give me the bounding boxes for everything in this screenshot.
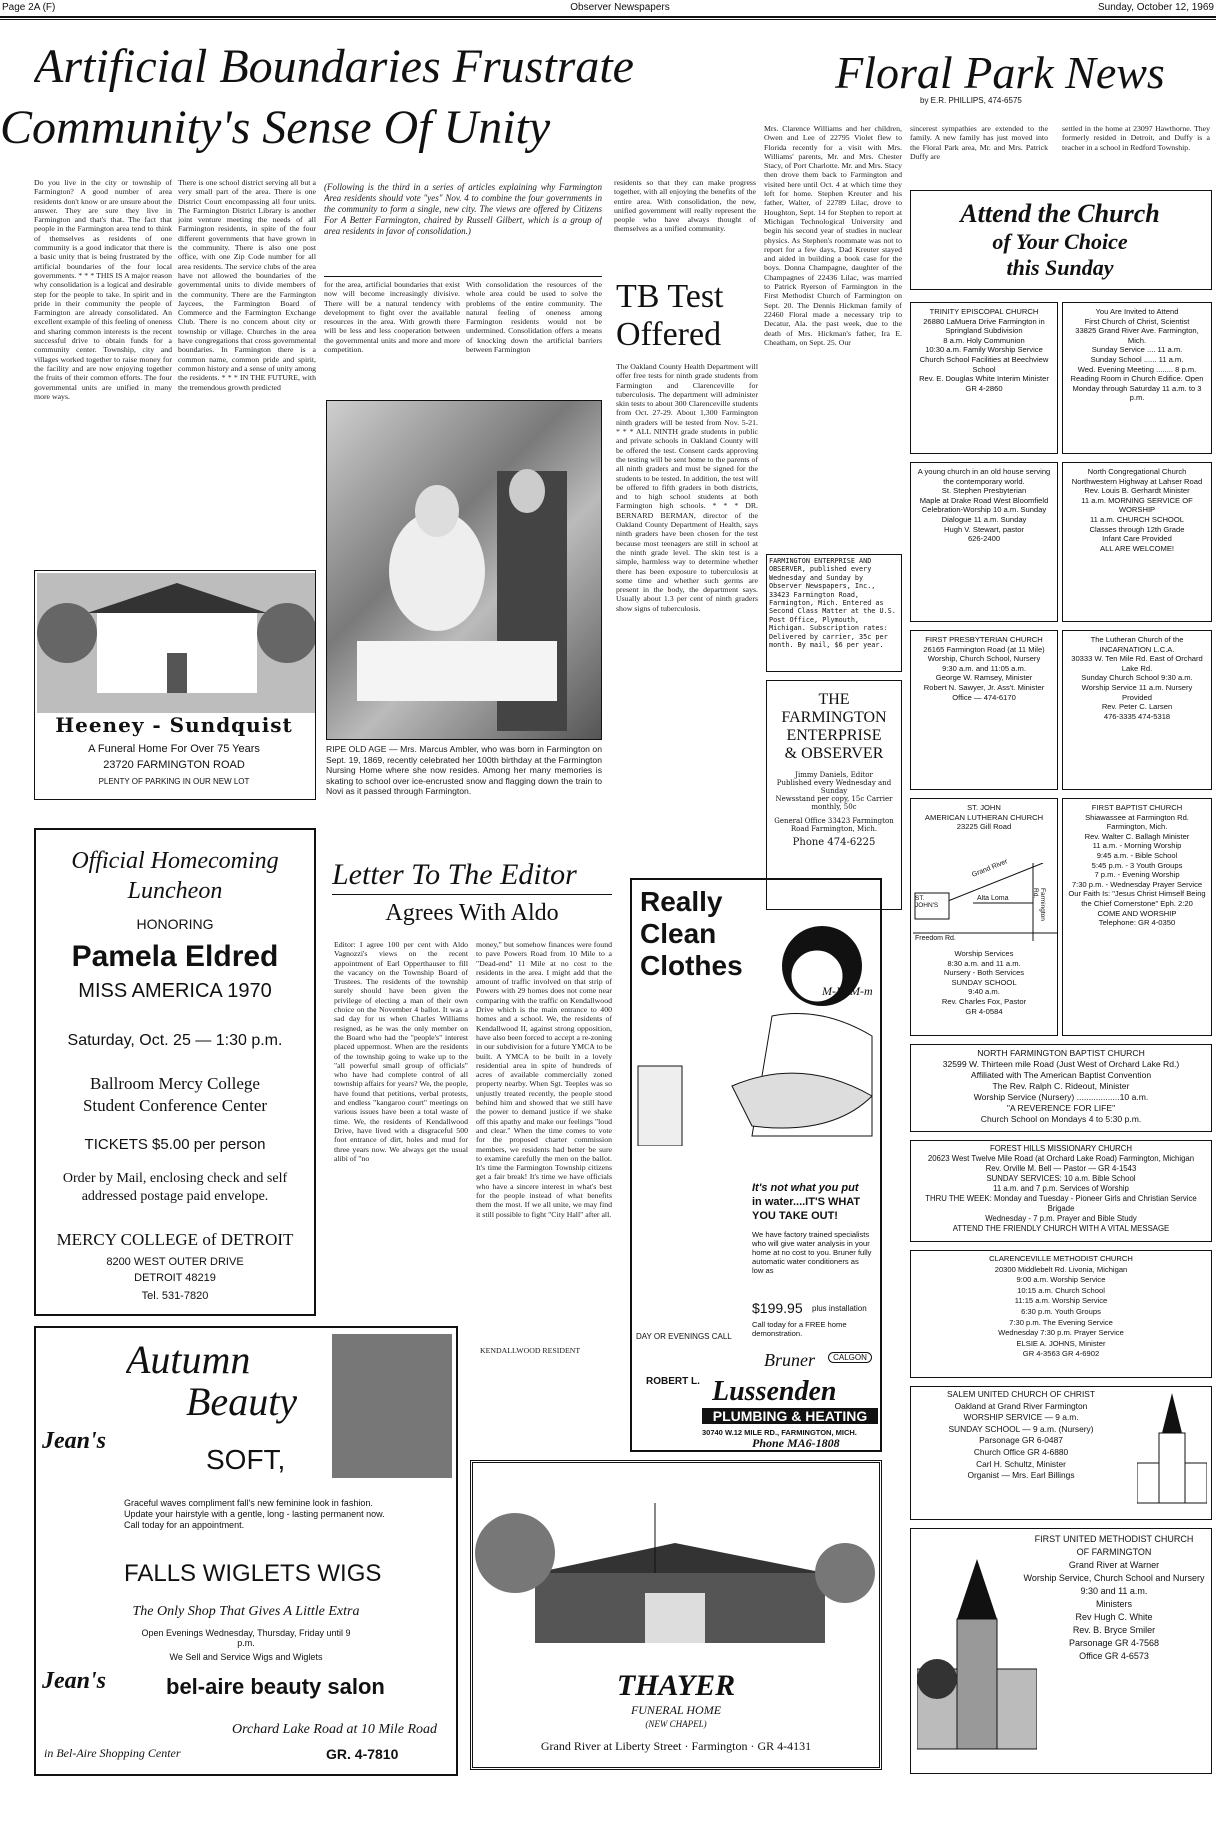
north-farmington-baptist: NORTH FARMINGTON BAPTIST CHURCH 32599 W. Thirteen mile Road (Just West of Orchard Lake Rd.) Affiliated with The American Baptist Convention The Rev. Ralph C. Rideout, Minister Worship Service (Nursery) ..................10 a.m. "A REVERENCE FOR LIFE" Church School on Mondays 4 to 5:30 p.m. bbox=[910, 1044, 1212, 1132]
heeney-line3: PLENTY OF PARKING IN OUR NEW LOT bbox=[98, 777, 250, 786]
story-col3: for the area, artificial boundaries that exist now will become increasingly divisive. There will be a natural tendency with development to fight over the available resources in the area. With growth there will be less and less cooperation between the governmental units and more and more competition. bbox=[324, 280, 460, 355]
beauty-ad bbox=[34, 1326, 458, 1776]
church-header bbox=[910, 190, 1212, 290]
heeney-line1: A Funeral Home For Over 75 Years bbox=[88, 743, 260, 755]
beauty-salon: bel-aire beauty salon bbox=[166, 1674, 385, 1699]
softwater-tag3: YOU TAKE OUT! bbox=[752, 1210, 838, 1222]
main-headline-line2: Community's Sense Of Unity bbox=[0, 101, 551, 154]
homecoming-addr2: DETROIT 48219 bbox=[134, 1272, 216, 1284]
softwater-tag1: It's not what you put bbox=[752, 1182, 859, 1194]
map-farmington-rd: Farmington Rd. bbox=[1032, 888, 1046, 921]
softwater-call: Call today for a FREE home demonstration. bbox=[752, 1320, 847, 1338]
softwater-robert: ROBERT L. bbox=[646, 1376, 700, 1387]
heeney-name: Heeney - Sundquist bbox=[55, 713, 293, 737]
story-col2: There is one school district serving all but a very small part of the area. There is one District Court encompassing all four units. The Farmington District Library is another joint venture meeting the needs of all Farmington residents, in spite of the four different governments that have grown in the community. There is also one post office, with one Zip Code number for all area residents. The service clubs of the area have not allowed the boundaries of the governmental units to divide members of the community. There are the Farmington Jaycees, the Farmington Board of Commerce and the Farmington Exchange Club. There is no concern about city or township or village. Churches in the area have congregations that cross governmental boundaries. In Farmington there is a common name, common pride and spirit, common history and a sense of unity among the residents. * * * IN THE FUTURE, with the tremendous growth predicted bbox=[178, 178, 316, 392]
ripe-old-age-photo bbox=[326, 400, 602, 740]
enterprise-l2: FARMINGTON bbox=[781, 709, 887, 726]
lussenden-logo: Lussenden bbox=[712, 1376, 837, 1407]
enterprise-office: General Office 33423 Farmington Road Farmington, Mich. bbox=[774, 817, 894, 833]
thayer-addr: Grand River at Liberty Street · Farmington · GR 4-4131 bbox=[540, 1739, 812, 1753]
story-col1: Do you live in the city or township of Farmington? A good number of area residents don't know or are unsure about the answer. They are sure they live in Farmington and that's that. The fact that people in the Farmington area tend to think of themselves as residents of one community is a good indicator that there is a basic unity that is being frustrated by the artificial boundaries of the four local governments. * * * THIS IS A major reason why consolidation is a logical and desirable step for the people to take. In spirit and in pride in their community the people of Farmington are already consolidated. An excellent example of this feeling of oneness and sharing common interests is the recent successful drive to obtain funds for a community center. Township, city and villages worked together to raise money for the facility and are now enjoying together the fruits of their common efforts. The four governmental units are unified in many more ways. bbox=[34, 178, 172, 401]
bruner-logo: Bruner bbox=[764, 1350, 815, 1370]
heeney-line2: 23720 FARMINGTON ROAD bbox=[103, 759, 245, 771]
homecoming-l2: Luncheon bbox=[127, 878, 223, 904]
enterprise-l3: ENTERPRISE bbox=[786, 727, 882, 744]
thayer-ad bbox=[470, 1460, 882, 1770]
homecoming-tickets: TICKETS $5.00 per person bbox=[84, 1136, 266, 1153]
heeney-ad bbox=[34, 570, 316, 800]
homecoming-ad bbox=[34, 828, 316, 1316]
beauty-falls: FALLS WIGLETS WIGS bbox=[124, 1560, 382, 1587]
tb-text: The Oakland County Health Department will offer free tests for ninth grade students from Farmington and Clarenceville for tuberculosis. The department will administer skin tests to about 300 Clarenceville students from Oct. 27-29. About 1,300 Farmington ninth graders will be tested from Nov. 5-21. * * * ALL NINTH grade students in public and private schools in Oakland County will be offered the test. Consent cards approving the testing will be sent home to the parents of all ninth graders and must be signed for the students to be tested. In addition, the test will be offered to fifth graders in both districts, and to high school students at both Farmington high schools. * * * DR. BERNARD BERMAN, director of the Oakland County Department of Health, says ninth graders have been chosen for the test because most teenagers are still in school at the ninth grade level. The skin test is a simple, harmless way to determine whether there has been exposure to tuberculosis at some time and whether such germs are present in the body, the department says. Usually about 1.3 per cent of ninth graders show signs of tuberculosis. bbox=[616, 362, 758, 613]
homecoming-date: Saturday, Oct. 25 — 1:30 p.m. bbox=[67, 1032, 283, 1049]
church-title1: Attend the Church bbox=[960, 199, 1160, 228]
methodist-text: FIRST UNITED METHODIST CHURCH OF FARMINGTON Grand River at Warner Worship Service, Church School and Nursery 9:30 and 11 a.m. Ministers Rev Hugh C. White Rev. B. Bryce Smiler Parsonage GR 4-7568 Office GR 4-6573 bbox=[1023, 1534, 1205, 1661]
main-headline-line1: Artificial Boundaries Frustrate bbox=[34, 40, 634, 93]
enterprise-masthead-small: FARMINGTON ENTERPRISE AND OBSERVER, published every Wednesday and Sunday by Observer Newspapers, Inc., 33423 Farmington Road, Farmington, Mich. Entered as Second Class Matter at the U.S. Post Office, Plymouth, Michigan. Subscription rates: Delivered by carrier, 35c per month. By mail, $6 per year. bbox=[766, 554, 902, 672]
woman-illustration bbox=[632, 886, 880, 1146]
map-st-johns: ST. JOHN'S bbox=[915, 895, 939, 909]
salem-ucc bbox=[910, 1386, 1212, 1520]
floral-col2: sincerest sympathies are extended to the family. A new family has just moved into the Floral Park area, Mr. and Mrs. Patrick Duffy are bbox=[910, 124, 1048, 161]
first-presbyterian: FIRST PRESBYTERIAN CHURCH 26165 Farmington Road (at 11 Mile) Worship, Church School, Nursery 9:30 a.m. and 11:05 a.m. George W. Ramsey, Minister Robert N. Sawyer, Jr. Ass't. Minister Office — 474-6170 bbox=[910, 630, 1058, 790]
thayer-sub: FUNERAL HOME bbox=[630, 1703, 722, 1717]
homecoming-place2: Student Conference Center bbox=[82, 1096, 268, 1115]
softwater-head: Really Clean Clothes bbox=[640, 886, 743, 981]
salem-text: SALEM UNITED CHURCH OF CHRIST Oakland at Grand River Farmington WORSHIP SERVICE — 9 a.m. SUNDAY SCHOOL — 9 a.m. (Nursery) Parsonage GR 6-0487 Church Office GR 4-6880 Carl H. Schultz, Minister Organist — Mrs. Earl Billings bbox=[947, 1389, 1095, 1481]
homecoming-place1: Ballroom Mercy College bbox=[90, 1074, 260, 1093]
floral-byline: by E.R. PHILLIPS, 474-6575 bbox=[920, 96, 1022, 105]
homecoming-addr1: 8200 WEST OUTER DRIVE bbox=[106, 1256, 244, 1268]
beauty-jeans-logo: Jean's bbox=[42, 1428, 107, 1454]
beauty-shop: The Only Shop That Gives A Little Extra bbox=[132, 1604, 360, 1619]
homecoming-order: Order by Mail, enclosing check and self addressed postage paid envelope. bbox=[62, 1171, 288, 1204]
thayer-chapel: (NEW CHAPEL) bbox=[645, 1719, 707, 1729]
map-freedom-rd: Freedom Rd. bbox=[915, 935, 956, 942]
softwater-phone: Phone MA6-1808 bbox=[752, 1436, 840, 1450]
homecoming-college: MERCY COLLEGE of DETROIT bbox=[56, 1230, 294, 1249]
homecoming-title: MISS AMERICA 1970 bbox=[78, 980, 272, 1002]
beauty-open: Open Evenings Wednesday, Thursday, Friday until 9 p.m. bbox=[141, 1628, 351, 1648]
softwater-mmm: M-M-M-m bbox=[822, 984, 873, 998]
story-col5: residents so that they can make progress together, with all enjoying the benefits of the entire area. With consolidation, the new, unified government will really represent the people who have always thought of themselves as a unified community. bbox=[614, 178, 756, 234]
beauty-center: in Bel-Aire Shopping Center bbox=[44, 1746, 181, 1760]
issue-date: Sunday, October 12, 1969 bbox=[1097, 2, 1214, 13]
st-john-lutheran bbox=[910, 798, 1058, 1036]
softwater-tag2: in water....IT'S WHAT bbox=[752, 1196, 861, 1208]
softwater-day: DAY OR EVENINGS CALL bbox=[636, 1332, 732, 1341]
beauty-autumn: Autumn bbox=[126, 1337, 251, 1382]
floral-col1: Mrs. Clarence Williams and her children, Owen and Lee of 22795 Violet flew to Florida recently for a visit with Mrs. Williams' parents, Mr. and Mrs. Chester Stacy, of Port Charlotte. Mr. and Mrs. Stacy then drove them back to Farmington and visited here until Oct. 4 at which time they left for home. Stephen Kreuter and his father, Walter, of 22789 Lilac, drove to Houghton, Sept. 14 for Stephen to report at Michigan Technological University and begin his second year of studies in nuclear physics. As Stephen's roommate was not to report for a few days, Dad Kreuter stayed and aided in building a book case for the boys. Donna Champagne, daughter of the Champagnes of 22436 Lilac, was married to Patrick Ryerson of Farmington in the First Methodist Church of Farmington on Sept. 20. The Dennis Hickman family of 22460 Floral made a necessary trip to Decatur, Ala. the past week, due to the death of Mrs. Hickman's father, Ira E. Cheatham, on Sept. 25. Our bbox=[764, 124, 902, 347]
thayer-name: THAYER bbox=[616, 1669, 736, 1702]
letter-sign: KENDALLWOOD RESIDENT bbox=[480, 1346, 581, 1355]
enterprise-staff: Jimmy Daniels, Editor bbox=[795, 771, 873, 779]
funeral-home-drawing bbox=[475, 1483, 879, 1663]
st-john-header: ST. JOHN AMERICAN LUTHERAN CHURCH 23225 Gill Road bbox=[924, 803, 1044, 832]
homecoming-l1: Official Homecoming bbox=[71, 848, 279, 874]
enterprise-rates: Newsstand per copy, 15c Carrier monthly, 50c bbox=[775, 795, 893, 811]
enterprise-phone: Phone 474-6225 bbox=[792, 837, 876, 848]
map-grand-river: Grand River bbox=[971, 858, 1009, 879]
beauty-phone: GR. 4-7810 bbox=[326, 1746, 399, 1762]
beauty-body: Graceful waves compliment fall's new feminine look in fashion. Update your hairstyle with a gentle, long - lasting permanent now. Call today for an appointment. bbox=[124, 1498, 385, 1530]
floral-col3: settled in the home at 23097 Hawthorne. They formerly resided in Detroit, and Duffy is a teacher in a school in Redford Township. bbox=[1062, 124, 1210, 152]
first-baptist: FIRST BAPTIST CHURCH Shiawassee at Farmington Rd. Farmington, Mich. Rev. Walter C. Ballagh Minister 11 a.m. - Morning Worship 9:45 a.m. - Bible School 5:45 p.m. - 3 Youth Groups 7 p.m. - Evening Worship 7:30 p.m. - Wednesday Prayer Service Our Faith Is: "Jesus Christ Himself Being the Chief Cornerstone" Eph. 2:20 COME AND WORSHIP Telephone: GR 4-0350 bbox=[1062, 798, 1212, 1036]
softwater-addr: 30740 W.12 MILE RD., FARMINGTON, MICH. bbox=[702, 1428, 857, 1437]
enterprise-l4: & OBSERVER bbox=[784, 745, 884, 762]
photo-illustration bbox=[327, 401, 602, 740]
beauty-sell: We Sell and Service Wigs and Wiglets bbox=[169, 1652, 323, 1662]
softwater-plumb: PLUMBING & HEATING bbox=[702, 1408, 878, 1424]
church-title3: this Sunday bbox=[1006, 255, 1114, 280]
floral-park-title: Floral Park News bbox=[835, 47, 1165, 98]
church-title2: of Your Choice bbox=[992, 229, 1128, 254]
trinity-episcopal: TRINITY EPISCOPAL CHURCH 26880 LaMuera Drive Farmington in Springland Subdivision 8 a.m. Holy Communion 10:30 a.m. Family Worship Service Church School Facilities at Beechview School Rev. E. Douglas White Interim Minister GR 4-2860 bbox=[910, 302, 1058, 454]
tb-headline: TB Test Offered bbox=[616, 278, 724, 353]
salem-church-drawing bbox=[1137, 1393, 1207, 1513]
beauty-jeans-logo2: Jean's bbox=[42, 1668, 107, 1694]
letter-sub: Agrees With Aldo bbox=[385, 900, 559, 926]
story-col4: With consolidation the resources of the whole area could be used to solve the problems of the entire community. The natural feeling of oneness among Farmington residents would not be undermined. Consolidation offers a means of knocking down the artificial barriers between Farmington bbox=[466, 280, 602, 355]
beauty-beauty: Beauty bbox=[186, 1379, 298, 1424]
st-stephen-presbyterian: A young church in an old house serving the contemporary world. St. Stephen Presbyterian Maple at Drake Road West Bloomfield Celebration-Worship 10 a.m. Sunday Dialogue 11 a.m. Sunday Hugh V. Stewart, pastor 626-2400 bbox=[910, 462, 1058, 622]
softwater-ad bbox=[630, 878, 882, 1452]
woman-portrait bbox=[332, 1334, 452, 1478]
first-church-christ-scientist: You Are Invited to Attend First Church of Christ, Scientist 33825 Grand River Ave. Farmington, Mich. Sunday Service .... 11 a.m. Sunday School ...... 11 a.m. Wed. Evening Meeting ........ 8 p.m. Reading Room in Church Edifice. Open Monday through Saturday 11 a.m. to 3 p.m. bbox=[1062, 302, 1212, 454]
letter-col2: money," but somehow finances were found to pave Powers Road from 10 Mile to a "Dead-end" 11 Mile at no cost to the residents in the area. I might add that the amount of traffic involved on that strip of Powers with 29 homes does not come near comparing with the traffic on Kendallwood Drive which is the main entrance to 400 homes and a school. We, the residents of Kendallwood II, against strong opposition, have also been forced to accept a re-zoning in our subdivision for a future YMCA to be built. A YMCA to be built in a lovely residential area in spite of hundreds of acres of available commercially zoned property nearby. When Sgt. Teeples was so unjustly treated recently, the people stood behind him and showed that we still have the power to demand justice if we shake off this apathy and make our feelings "loud and clear." When the time comes to vote for the proposed charter commission members, we residents had better be sure to examine carefully the men on the ballot. It's time the Farmington Township citizens get a fair break! It's time we have officials who have a sincere interest in what's best for the people instead of what benefits them the most. If we all unite, we may find it still possible to fight "City Hall" after all. bbox=[476, 940, 612, 1219]
first-united-methodist bbox=[910, 1528, 1212, 1774]
page-number: Page 2A (F) bbox=[2, 2, 56, 13]
photo-caption: RIPE OLD AGE — Mrs. Marcus Ambler, who was born in Farmington on Sept. 19, 1869, recently celebrated her 100th birthday at the Farmington Nursing Home where she now resides. Among her many memories is skating to school over ice-encrusted snow and flagging down the train to Novi as it passed through Farmington. bbox=[326, 744, 602, 796]
funeral-home-illustration bbox=[37, 573, 315, 713]
softwater-price: $199.95 bbox=[752, 1300, 803, 1316]
homecoming-tel: Tel. 531-7820 bbox=[141, 1290, 209, 1302]
map-alta-loma: Alta Loma bbox=[977, 895, 1009, 902]
softwater-body: We have factory trained specialists who will give water analysis in your home at no cost to you. Bruner fully automatic water conditioners as low as bbox=[752, 1230, 872, 1275]
forest-hills-missionary: FOREST HILLS MISSIONARY CHURCH 20623 West Twelve Mile Road (at Orchard Lake Road) Farmington, Michigan Rev. Orville M. Bell — Pastor — GR 4-1543 SUNDAY SERVICES: 10 a.m. Bible School 11 a.m. and 7 p.m. Services of Worship THRU THE WEEK: Monday and Tuesday - Pioneer Girls and Christian Service Brigade Wednesday - 7 p.m. Prayer and Bible Study ATTEND THE FRIENDLY CHURCH WITH A VITAL MESSAGE bbox=[910, 1140, 1212, 1242]
north-congregational: North Congregational Church Northwestern Highway at Lahser Road Rev. Louis B. Gerhardt Minister 11 a.m. MORNING SERVICE OF WORSHIP 11 a.m. CHURCH SCHOOL Classes through 12th Grade Infant Care Provided ALL ARE WELCOME! bbox=[1062, 462, 1212, 622]
beauty-soft: SOFT, bbox=[206, 1444, 286, 1475]
st-john-services: Worship Services 8:30 a.m. and 11 a.m. Nursery - Both Services SUNDAY SCHOOL 9:40 a.m. Rev. Charles Fox, Pastor GR 4-0584 bbox=[941, 949, 1027, 1016]
beauty-orchard: Orchard Lake Road at 10 Mile Road bbox=[232, 1722, 438, 1737]
softwater-plus: plus installation bbox=[812, 1304, 867, 1313]
homecoming-honoring: HONORING bbox=[136, 916, 214, 932]
letter-head: Letter To The Editor bbox=[332, 858, 577, 891]
clarenceville-methodist: CLARENCEVILLE METHODIST CHURCH 20300 Middlebelt Rd. Livonia, Michigan 9:00 a.m. Worship Service 10:15 a.m. Church School 11:15 a.m. Worship Service 6:30 p.m. Youth Groups 7:30 p.m. The Evening Service Wednesday 7:30 p.m. Prayer Service ELSIE A. JOHNS, Minister GR 4-3563 GR 4-6902 bbox=[910, 1250, 1212, 1378]
homecoming-name: Pamela Eldred bbox=[71, 940, 279, 973]
enterprise-pub: Published every Wednesday and Sunday bbox=[776, 779, 892, 795]
series-note: (Following is the third in a series of articles explaining why Farmington Area residents should vote "yes" Nov. 4 to combine the four governments in the community to form a single, new city. The views are offered by Citizens For A Better Farmington, chaired by Russell Gilbert, which is a group of area residents in favor of consolidation.) bbox=[324, 182, 602, 236]
lutheran-incarnation: The Lutheran Church of the INCARNATION L.C.A. 30333 W. Ten Mile Rd. East of Orchard Lake Rd. Sunday Church School 9:30 a.m. Worship Service 11 a.m. Nursery Provided Rev. Peter C. Larsen 476-3335 474-5318 bbox=[1062, 630, 1212, 790]
paper-name: Observer Newspapers bbox=[570, 2, 670, 13]
letter-col1: Editor: I agree 100 per cent with Aldo Vagnozzi's views on the recent appointment of Earl Opperthauser to fill the vacancy on the Township Board of Trustees. The residents of the township surely should have been given the privilege of electing a man of their own choice on the November 4 ballot. It was a sad day for us when Charles Williams resigned, as he was the only member on the Board who had the "people's" interest placed uppermost. When are the residents of the township going to wake up to the "all powerful small group of officials" who have had complete control of all township affairs for years? We, the people, have found that petitions, verbal protests, and endless "kangaroo court" meetings on various issues have been a total waste of time. We, the residents of Kendallwood Drive, have lived with a disgraceful 500 foot entrance of dirt, holes and mud for three years now. We always get the usual alibi of "no bbox=[334, 940, 468, 1163]
calgon-logo: CALGON bbox=[828, 1352, 872, 1363]
enterprise-l1: THE bbox=[818, 691, 850, 708]
enterprise-box bbox=[766, 680, 902, 910]
